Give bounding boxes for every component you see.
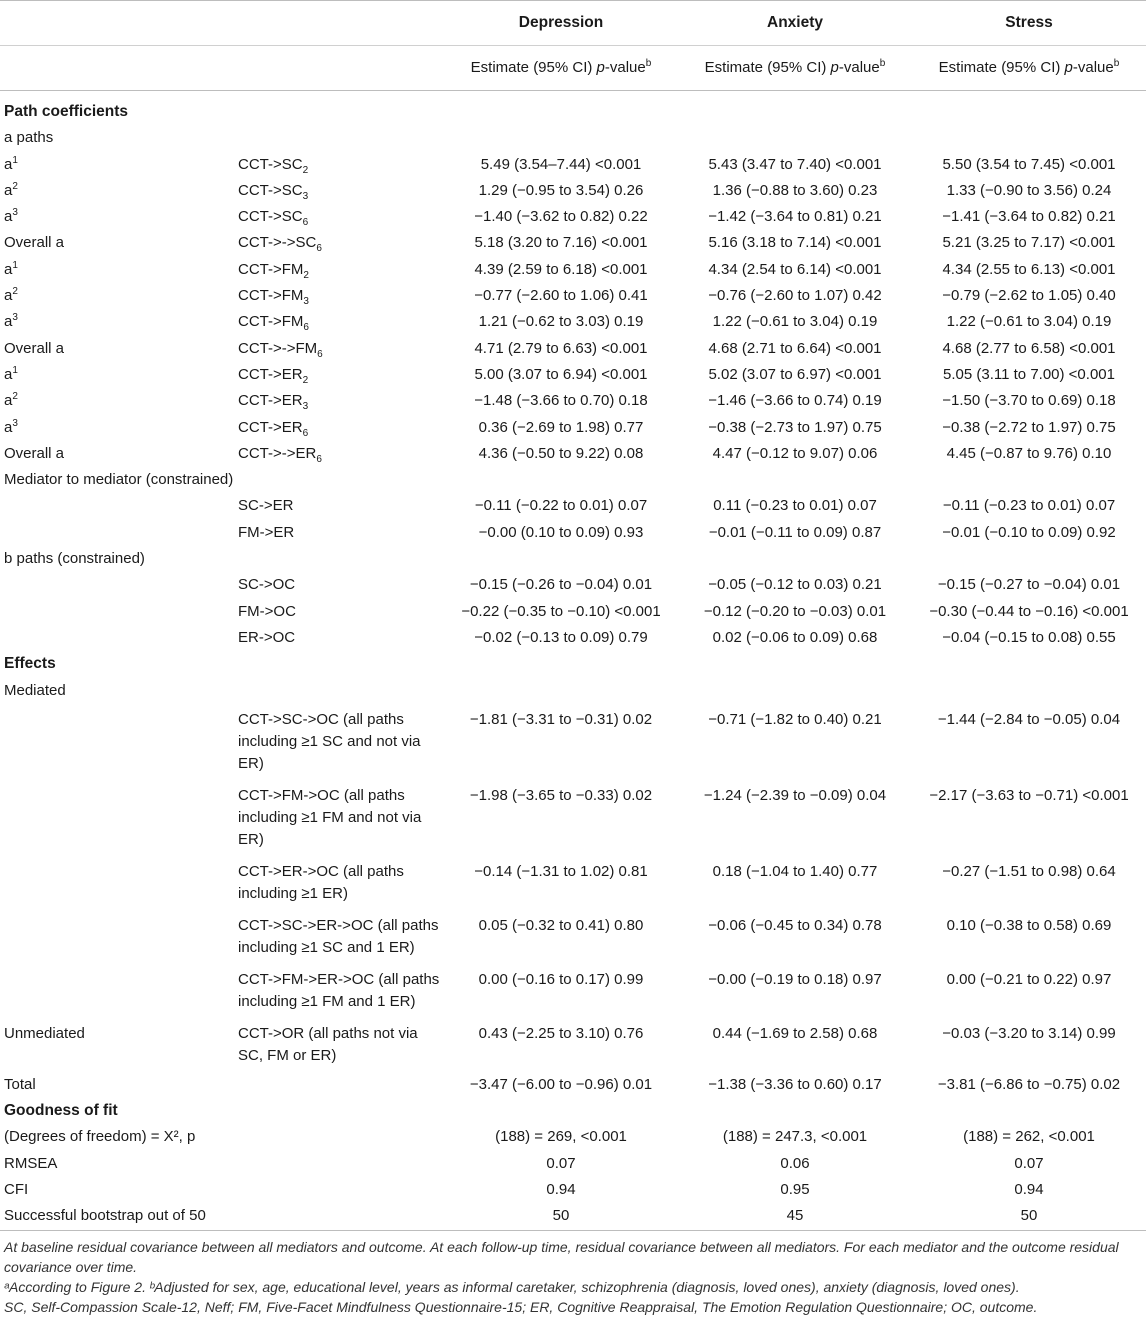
depression-value: −0.02 (−0.13 to 0.09) 0.79 [474, 628, 648, 646]
row-path [232, 336, 444, 362]
subheader-row [0, 46, 1146, 91]
stress-value: −1.41 (−3.64 to 0.82) 0.21 [942, 208, 1116, 226]
subheader-post: -value [1072, 59, 1114, 76]
table-row [0, 572, 1146, 598]
label-superscript: 2 [12, 180, 18, 192]
row-path [232, 309, 444, 335]
label-superscript: 1 [12, 154, 18, 166]
row-path: FM->ER [238, 523, 295, 541]
section-effects-label: Effects [4, 655, 56, 673]
row-label [0, 964, 232, 1018]
table-row [0, 910, 1146, 964]
depression-value: −0.11 (−0.22 to 0.01) 0.07 [474, 497, 648, 515]
anxiety-value: −1.42 (−3.64 to 0.81) 0.21 [708, 208, 882, 226]
stress-value: 4.45 (−0.87 to 9.76) 0.10 [946, 444, 1112, 462]
section-path-coefficients [0, 91, 1146, 126]
row-path: CCT->SC->ER->OC (all paths including ≥1 SC and 1 ER) [238, 916, 439, 956]
label-superscript: 2 [12, 286, 18, 298]
row-path: SC->ER [238, 497, 294, 515]
row-path: SC->OC [238, 576, 296, 594]
row-label [0, 362, 232, 388]
col-stress: Stress [912, 1, 1146, 46]
row-path [232, 415, 444, 441]
table-row [0, 964, 1146, 1018]
anxiety-value: −0.01 (−0.11 to 0.09) 0.87 [708, 523, 882, 541]
stress-value: 0.94 [1014, 1181, 1044, 1199]
section-mediated [0, 678, 1146, 704]
label-text: a [4, 365, 13, 383]
row-path [232, 1072, 444, 1098]
path-text: CCT->FM [238, 260, 304, 278]
table-row [0, 704, 1146, 780]
stress-value: −0.03 (−3.20 to 3.14) 0.99 [942, 1024, 1116, 1042]
row-label [0, 388, 232, 414]
row-label [0, 309, 232, 335]
label-text: a [4, 392, 13, 410]
path-text: CCT->ER [238, 418, 303, 436]
row-path: CCT->ER->OC (all paths including ≥1 ER) [238, 862, 404, 902]
col-depression: Depression [444, 1, 678, 46]
p-italic: p [1064, 59, 1073, 76]
row-path [232, 257, 444, 283]
subheader-superscript: b [1113, 58, 1120, 69]
anxiety-value: 5.02 (3.07 to 6.97) <0.001 [708, 365, 882, 383]
table-row [0, 178, 1146, 204]
section-a-paths-label: a paths [4, 129, 54, 147]
table-row [0, 309, 1146, 335]
subheader-post: -value [838, 59, 880, 76]
path-subscript: 2 [303, 269, 309, 281]
anxiety-value: 0.11 (−0.23 to 0.01) 0.07 [713, 497, 877, 515]
stress-value: −0.27 (−1.51 to 0.98) 0.64 [942, 862, 1116, 880]
table-row [0, 336, 1146, 362]
table-row [0, 625, 1146, 651]
row-label: Successful bootstrap out of 50 [0, 1203, 444, 1230]
path-subscript: 6 [302, 427, 309, 439]
depression-value: −0.77 (−2.60 to 1.06) 0.41 [474, 287, 648, 305]
stress-value: −3.81 (−6.86 to −0.75) 0.02 [937, 1075, 1121, 1093]
stress-value: 5.21 (3.25 to 7.17) <0.001 [942, 234, 1116, 252]
path-subscript: 6 [317, 348, 323, 360]
row-path: FM->OC [238, 602, 296, 620]
subheader-anxiety [678, 46, 912, 91]
depression-value: 1.29 (−0.95 to 3.54) 0.26 [478, 181, 644, 199]
stress-value: −0.04 (−0.15 to 0.08) 0.55 [942, 628, 1116, 646]
stress-value: 1.33 (−0.90 to 3.56) 0.24 [946, 181, 1112, 199]
anxiety-value: 0.95 [780, 1181, 810, 1199]
label-superscript: 3 [12, 417, 18, 429]
table-row [0, 1203, 1146, 1230]
subheader-stress [912, 46, 1146, 91]
footnote-3: SC, Self-Compassion Scale-12, Neff; FM, Five-Facet Mindfulness Questionnaire-15; ER, Cognitive Reappraisal, The Emotion Regulation Questionnaire; OC, outcome. [4, 1299, 1038, 1315]
label-text: a [4, 181, 13, 199]
table-row [0, 415, 1146, 441]
stress-value: 0.07 [1014, 1154, 1044, 1172]
table-row [0, 856, 1146, 910]
table-row [0, 283, 1146, 309]
header-row [0, 1, 1146, 46]
depression-value: 5.18 (3.20 to 7.16) <0.001 [474, 234, 648, 252]
table-row [0, 204, 1146, 230]
depression-value: −1.48 (−3.66 to 0.70) 0.18 [474, 392, 648, 410]
subheader-depression [444, 46, 678, 91]
stress-value: −0.38 (−2.72 to 1.97) 0.75 [942, 418, 1116, 436]
label-superscript: 2 [12, 391, 18, 403]
path-subscript: 3 [302, 190, 309, 202]
table-body [0, 91, 1146, 1231]
stress-value: 4.68 (2.77 to 6.58) <0.001 [942, 339, 1116, 357]
label-superscript: 3 [12, 207, 18, 219]
row-label [0, 336, 232, 362]
stress-value: −0.15 (−0.27 to −0.04) 0.01 [937, 576, 1121, 594]
table-row [0, 152, 1146, 178]
depression-value: 5.00 (3.07 to 6.94) <0.001 [474, 365, 648, 383]
subheader-superscript: b [645, 58, 652, 69]
table-row [0, 441, 1146, 467]
anxiety-value: −1.24 (−2.39 to −0.09) 0.04 [703, 786, 887, 804]
row-label [0, 625, 232, 651]
row-label [0, 572, 232, 598]
table-row [0, 599, 1146, 625]
row-label [0, 780, 232, 856]
row-label [0, 283, 232, 309]
row-path: ER->OC [238, 628, 296, 646]
anxiety-value: 4.47 (−0.12 to 9.07) 0.06 [712, 444, 878, 462]
table-row [0, 230, 1146, 256]
footnote-1: At baseline residual covariance between all mediators and outcome. At each follow-up time, residual covariance between all mediators. For each mediator and the outcome residual covariance over time. [4, 1239, 1119, 1275]
label-text: a [4, 208, 13, 226]
depression-value: 0.07 [546, 1154, 576, 1172]
table-row [0, 388, 1146, 414]
anxiety-value: −0.00 (−0.19 to 0.18) 0.97 [708, 970, 882, 988]
stress-value: −1.44 (−2.84 to −0.05) 0.04 [937, 710, 1121, 728]
table-row [0, 257, 1146, 283]
path-subscript: 2 [302, 374, 309, 386]
label-superscript: 1 [12, 259, 18, 271]
label-text: a [4, 155, 13, 173]
stress-value: 4.34 (2.55 to 6.13) <0.001 [942, 260, 1116, 278]
path-text: CCT->->ER [238, 444, 317, 462]
row-label: CFI [4, 1181, 29, 1199]
depression-value: −1.81 (−3.31 to −0.31) 0.02 [469, 710, 653, 728]
row-path [232, 204, 444, 230]
section-a-paths [0, 125, 1146, 151]
table-row [0, 362, 1146, 388]
path-subscript: 3 [303, 296, 309, 308]
stress-value: 5.50 (3.54 to 7.45) <0.001 [942, 155, 1116, 173]
depression-value: −0.14 (−1.31 to 1.02) 0.81 [474, 862, 648, 880]
label-text: a [4, 313, 13, 331]
p-italic: p [596, 59, 605, 76]
depression-value: 0.05 (−0.32 to 0.41) 0.80 [478, 916, 644, 934]
subheader-pre: Estimate (95% CI) [704, 59, 831, 76]
anxiety-value: 0.06 [780, 1154, 810, 1172]
depression-value: 4.71 (2.79 to 6.63) <0.001 [474, 339, 648, 357]
stress-value: −0.79 (−2.62 to 1.05) 0.40 [942, 287, 1116, 305]
table-footnotes [4, 1237, 1142, 1317]
depression-value: −1.40 (−3.62 to 0.82) 0.22 [474, 208, 648, 226]
label-text: a [4, 418, 13, 436]
path-text: CCT->ER [238, 392, 303, 410]
anxiety-value: −0.12 (−0.20 to −0.03) 0.01 [703, 602, 887, 620]
table-row [0, 780, 1146, 856]
section-path-coefficients-label: Path coefficients [4, 103, 129, 120]
subheader-pre: Estimate (95% CI) [938, 59, 1065, 76]
anxiety-value: −1.46 (−3.66 to 0.74) 0.19 [708, 392, 882, 410]
anxiety-value: 1.36 (−0.88 to 3.60) 0.23 [712, 181, 878, 199]
section-b-paths-label: b paths (constrained) [4, 550, 145, 568]
p-italic: p [830, 59, 839, 76]
label-text: Overall a [4, 234, 65, 252]
depression-value: −1.98 (−3.65 to −0.33) 0.02 [469, 786, 653, 804]
row-label [0, 441, 232, 467]
row-label [0, 910, 232, 964]
row-label: (Degrees of freedom) = X², p [4, 1128, 196, 1146]
path-text: CCT->FM [238, 287, 304, 305]
depression-value: 0.00 (−0.16 to 0.17) 0.99 [478, 970, 644, 988]
row-path [232, 388, 444, 414]
path-subscript: 6 [316, 453, 322, 465]
path-text: CCT->SC [238, 181, 303, 199]
stress-value: −0.11 (−0.23 to 0.01) 0.07 [942, 497, 1116, 515]
subheader-pre: Estimate (95% CI) [470, 59, 597, 76]
row-label [0, 493, 232, 519]
label-superscript: 1 [12, 364, 18, 376]
row-path [232, 178, 444, 204]
anxiety-value: −0.76 (−2.60 to 1.07) 0.42 [708, 287, 882, 305]
row-label [0, 520, 232, 546]
path-subscript: 3 [302, 401, 309, 413]
path-text: CCT->SC [238, 155, 303, 173]
stress-value: 0.10 (−0.38 to 0.58) 0.69 [946, 916, 1112, 934]
row-path: CCT->SC->OC (all paths including ≥1 SC and not via ER) [238, 710, 421, 772]
stress-value: −0.01 (−0.10 to 0.09) 0.92 [942, 523, 1116, 541]
row-path: CCT->OR (all paths not via SC, FM or ER) [238, 1024, 418, 1064]
table-row [0, 1124, 1146, 1150]
section-goodness-of-fit-label: Goodness of fit [4, 1102, 118, 1120]
depression-value: 50 [444, 1203, 678, 1230]
anxiety-value: 45 [678, 1203, 912, 1230]
row-label: RMSEA [4, 1154, 58, 1172]
anxiety-value: 0.44 (−1.69 to 2.58) 0.68 [712, 1024, 878, 1042]
anxiety-value: −0.71 (−1.82 to 0.40) 0.21 [708, 710, 882, 728]
subheader-post: -value [604, 59, 646, 76]
footnote-2: ᵃAccording to Figure 2. ᵇAdjusted for sex, age, educational level, years as informal caretaker, schizophrenia (diagnosis, loved ones), anxiety (diagnosis, loved ones). [4, 1279, 1020, 1295]
stress-value: −1.50 (−3.70 to 0.69) 0.18 [942, 392, 1116, 410]
stress-value: (188) = 262, <0.001 [963, 1128, 1095, 1146]
section-mediator-to-mediator-label: Mediator to mediator (constrained) [4, 471, 234, 489]
section-mediator-to-mediator [0, 467, 1146, 493]
anxiety-value: (188) = 247.3, <0.001 [722, 1128, 868, 1146]
row-label [0, 856, 232, 910]
row-label [0, 152, 232, 178]
total-row [0, 1072, 1146, 1098]
depression-value: (188) = 269, <0.001 [495, 1128, 627, 1146]
row-path: CCT->FM->OC (all paths including ≥1 FM and not via ER) [238, 786, 422, 848]
row-path [232, 362, 444, 388]
label-text: a [4, 260, 13, 278]
label-text: a [4, 287, 13, 305]
path-subscript: 6 [316, 243, 322, 255]
anxiety-value: −0.06 (−0.45 to 0.34) 0.78 [708, 916, 882, 934]
label-text: Overall a [4, 444, 65, 462]
depression-value: −0.15 (−0.26 to −0.04) 0.01 [469, 576, 653, 594]
depression-value: −0.22 (−0.35 to −0.10) <0.001 [461, 602, 661, 620]
row-path [232, 441, 444, 467]
anxiety-value: 5.16 (3.18 to 7.14) <0.001 [708, 234, 882, 252]
path-text: CCT->SC [238, 208, 303, 226]
depression-value: −0.00 (0.10 to 0.09) 0.93 [478, 523, 644, 541]
depression-value: −3.47 (−6.00 to −0.96) 0.01 [469, 1075, 653, 1093]
depression-value: 0.43 (−2.25 to 3.10) 0.76 [478, 1024, 644, 1042]
table-row [0, 1177, 1146, 1203]
table-row [0, 1151, 1146, 1177]
row-label [0, 204, 232, 230]
table-row [0, 520, 1146, 546]
anxiety-value: −0.38 (−2.73 to 1.97) 0.75 [708, 418, 882, 436]
stress-value: 1.22 (−0.61 to 3.04) 0.19 [946, 313, 1112, 331]
path-text: CCT->->SC [238, 234, 317, 252]
subheader-superscript: b [879, 58, 886, 69]
row-label: Total [4, 1075, 36, 1093]
anxiety-value: −0.05 (−0.12 to 0.03) 0.21 [708, 576, 882, 594]
path-text: CCT->FM [238, 313, 304, 331]
depression-value: 0.94 [546, 1181, 576, 1199]
anxiety-value: 4.34 (2.54 to 6.14) <0.001 [708, 260, 882, 278]
anxiety-value: 4.68 (2.71 to 6.64) <0.001 [708, 339, 882, 357]
col-anxiety: Anxiety [678, 1, 912, 46]
path-subscript: 6 [303, 322, 309, 334]
stress-value: 50 [912, 1203, 1146, 1230]
row-label [0, 178, 232, 204]
label-text: Overall a [4, 339, 65, 357]
row-path [232, 152, 444, 178]
anxiety-value: −1.38 (−3.36 to 0.60) 0.17 [708, 1075, 882, 1093]
row-label [0, 230, 232, 256]
row-label: Unmediated [4, 1024, 85, 1042]
table-row [0, 493, 1146, 519]
unmediated-row [0, 1018, 1146, 1072]
row-path [232, 230, 444, 256]
row-label [0, 415, 232, 441]
anxiety-value: 1.22 (−0.61 to 3.04) 0.19 [712, 313, 878, 331]
section-effects [0, 651, 1146, 677]
row-label [0, 704, 232, 780]
depression-value: 4.39 (2.59 to 6.18) <0.001 [474, 260, 648, 278]
row-label [0, 599, 232, 625]
label-superscript: 3 [12, 312, 18, 324]
path-text: CCT->->FM [238, 339, 318, 357]
row-path [232, 283, 444, 309]
stress-value: 0.00 (−0.21 to 0.22) 0.97 [946, 970, 1112, 988]
section-b-paths [0, 546, 1146, 572]
row-path: CCT->FM->ER->OC (all paths including ≥1 FM and 1 ER) [238, 970, 440, 1010]
path-text: CCT->ER [238, 365, 303, 383]
depression-value: 4.36 (−0.50 to 9.22) 0.08 [478, 444, 644, 462]
anxiety-value: 0.02 (−0.06 to 0.09) 0.68 [712, 628, 878, 646]
stress-value: 5.05 (3.11 to 7.00) <0.001 [943, 365, 1115, 383]
anxiety-value: 0.18 (−1.04 to 1.40) 0.77 [712, 862, 878, 880]
depression-value: 5.49 (3.54–7.44) <0.001 [480, 155, 642, 173]
depression-value: 1.21 (−0.62 to 3.03) 0.19 [478, 313, 644, 331]
row-label [0, 257, 232, 283]
stress-value: −0.30 (−0.44 to −0.16) <0.001 [929, 602, 1129, 620]
section-goodness-of-fit [0, 1098, 1146, 1124]
section-mediated-label: Mediated [4, 681, 66, 699]
anxiety-value: 5.43 (3.47 to 7.40) <0.001 [708, 155, 882, 173]
path-subscript: 2 [302, 164, 309, 176]
path-subscript: 6 [302, 217, 309, 229]
stress-value: −2.17 (−3.63 to −0.71) <0.001 [929, 786, 1129, 804]
depression-value: 0.36 (−2.69 to 1.98) 0.77 [478, 418, 644, 436]
